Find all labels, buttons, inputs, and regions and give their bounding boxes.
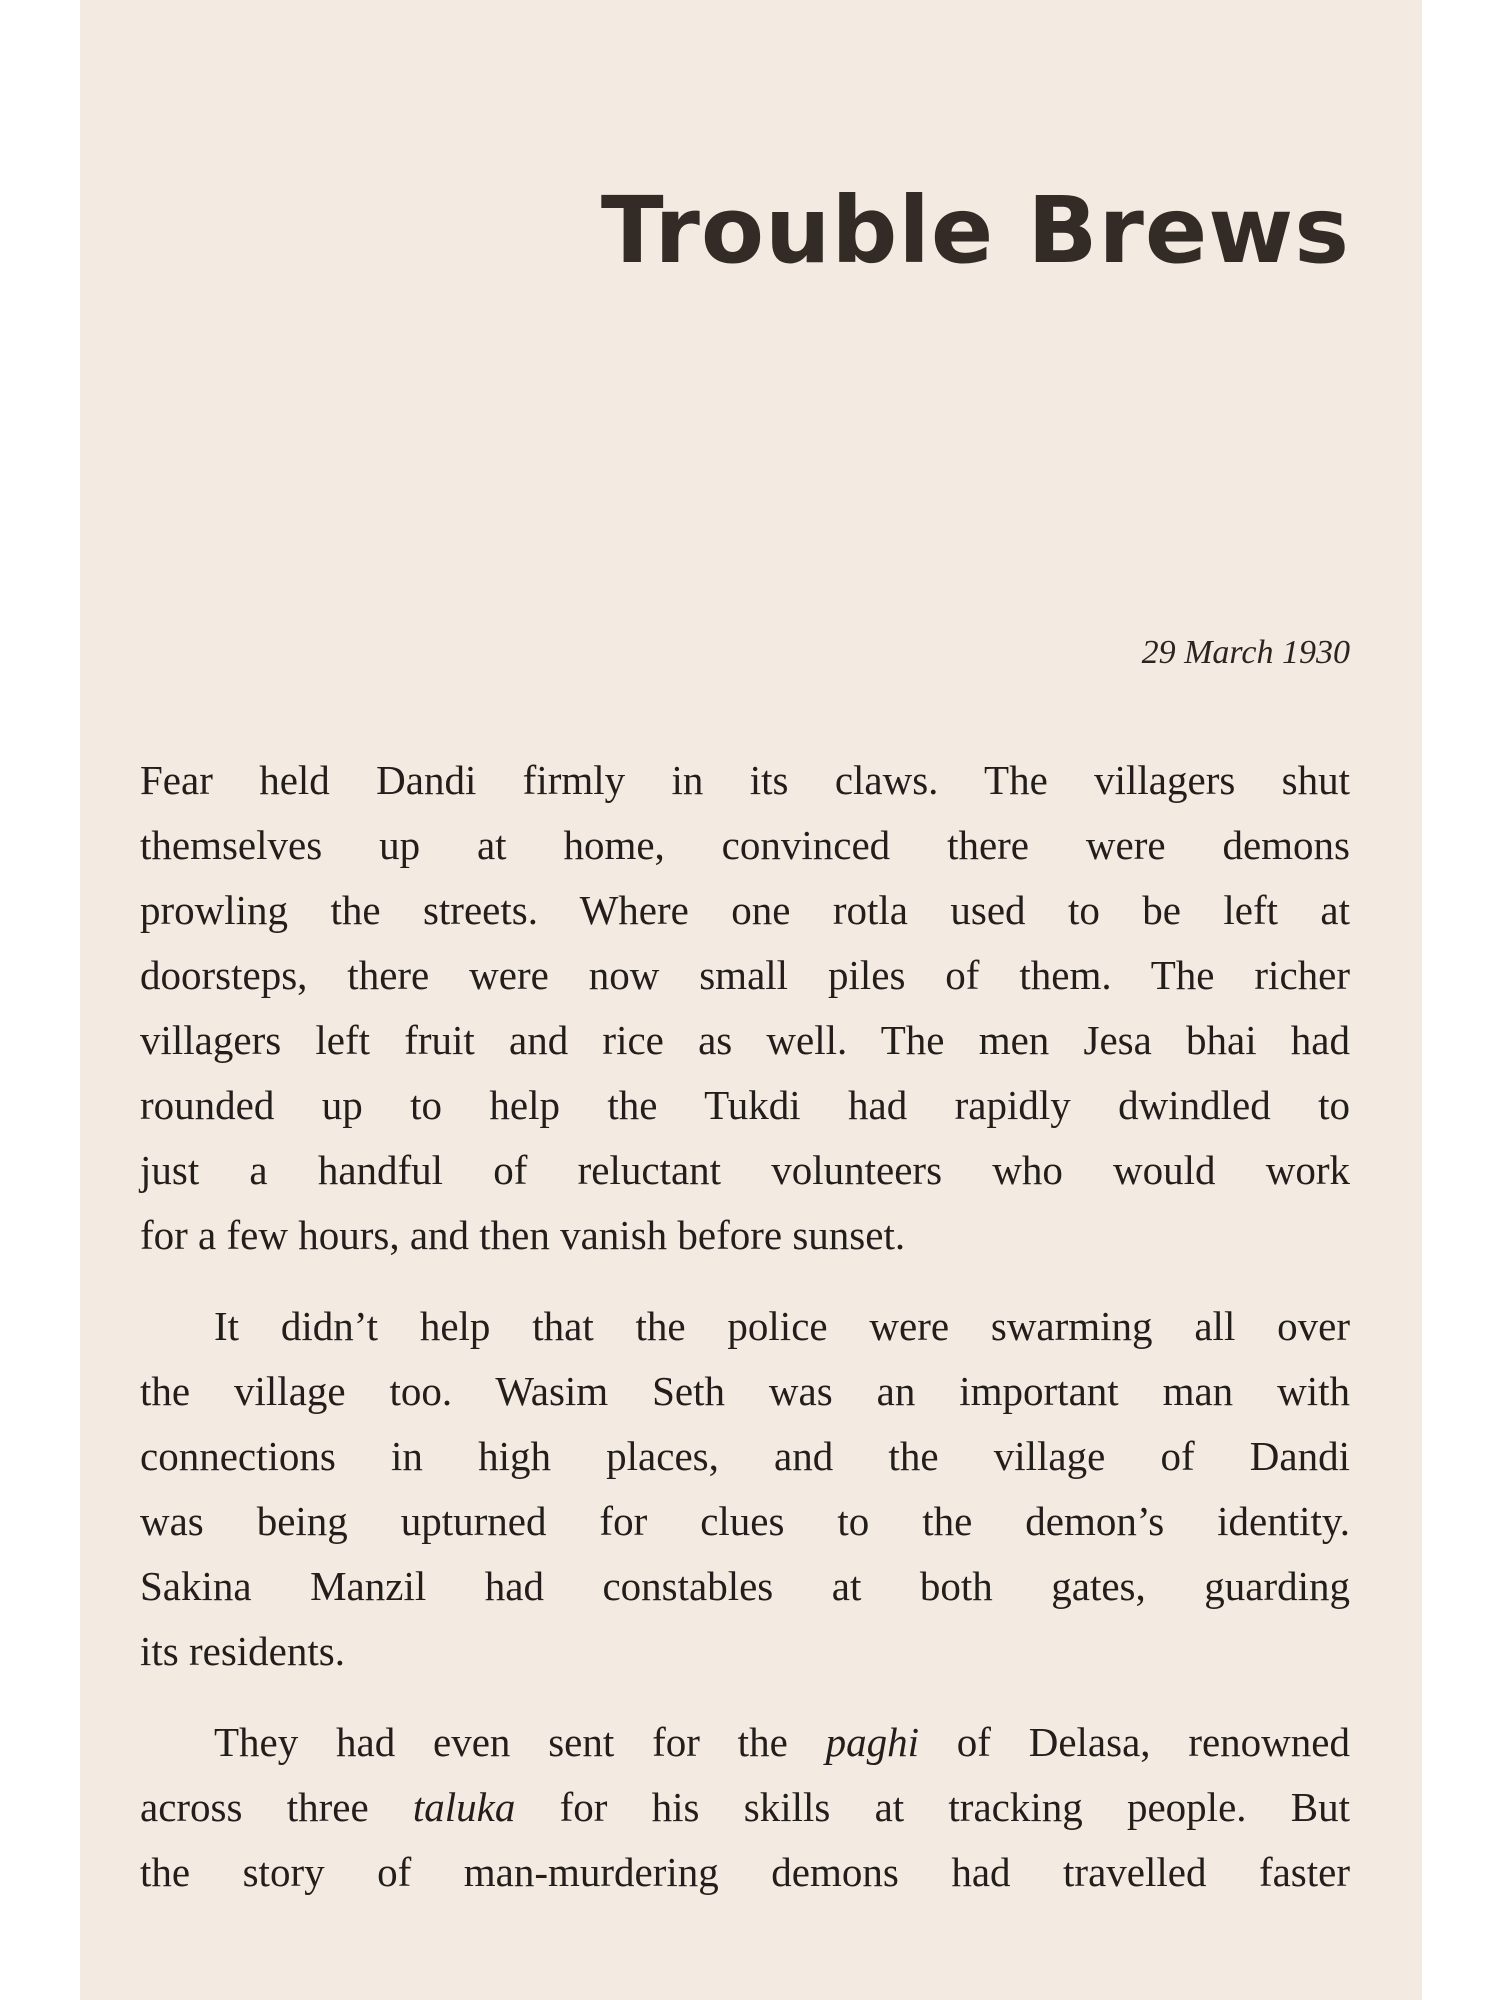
text-segment: for his skills at tracking people. But [515, 1784, 1350, 1830]
text-segment: across three [140, 1784, 413, 1830]
text-line: rounded up to help the Tukdi had rapidly dwindled to [140, 1082, 1350, 1128]
text-segment: They had even sent for the [214, 1719, 826, 1765]
paragraph-1 [140, 748, 1350, 1268]
chapter-body [140, 748, 1350, 1905]
book-page [80, 0, 1422, 2000]
text-line: its residents. [140, 1628, 345, 1674]
text-line: for a few hours, and then vanish before sunset. [140, 1212, 906, 1258]
italic-term-paghi: paghi [825, 1719, 919, 1765]
text-line: Sakina Manzil had constables at both gates, guarding [140, 1563, 1350, 1609]
text-line: just a handful of reluctant volunteers who would work [140, 1147, 1350, 1193]
text-line: prowling the streets. Where one rotla used to be left at [140, 887, 1350, 933]
text-line: was being upturned for clues to the demon’s identity. [140, 1498, 1350, 1544]
text-line: doorsteps, there were now small piles of them. The richer [140, 952, 1350, 998]
text-line: villagers left fruit and rice as well. The men Jesa bhai had [140, 1017, 1350, 1063]
chapter-title: Trouble Brews [600, 177, 1350, 284]
italic-term-taluka: taluka [412, 1784, 516, 1830]
text-line: Fear held Dandi firmly in its claws. The villagers shut [140, 757, 1350, 803]
chapter-date: 29 March 1930 [1141, 634, 1350, 671]
text-line: connections in high places, and the village of Dandi [140, 1433, 1350, 1479]
text-line [140, 1710, 1350, 1775]
text-line: the village too. Wasim Seth was an important man with [140, 1368, 1350, 1414]
text-segment: of Delasa, renowned [918, 1719, 1350, 1765]
paragraph-3 [140, 1710, 1350, 1905]
text-line: themselves up at home, convinced there were demons [140, 822, 1350, 868]
text-line: the story of man-murdering demons had travelled faster [140, 1849, 1350, 1895]
text-line: It didn’t help that the police were swarming all over [214, 1303, 1350, 1349]
paragraph-2 [140, 1294, 1350, 1684]
text-line [140, 1775, 1350, 1840]
